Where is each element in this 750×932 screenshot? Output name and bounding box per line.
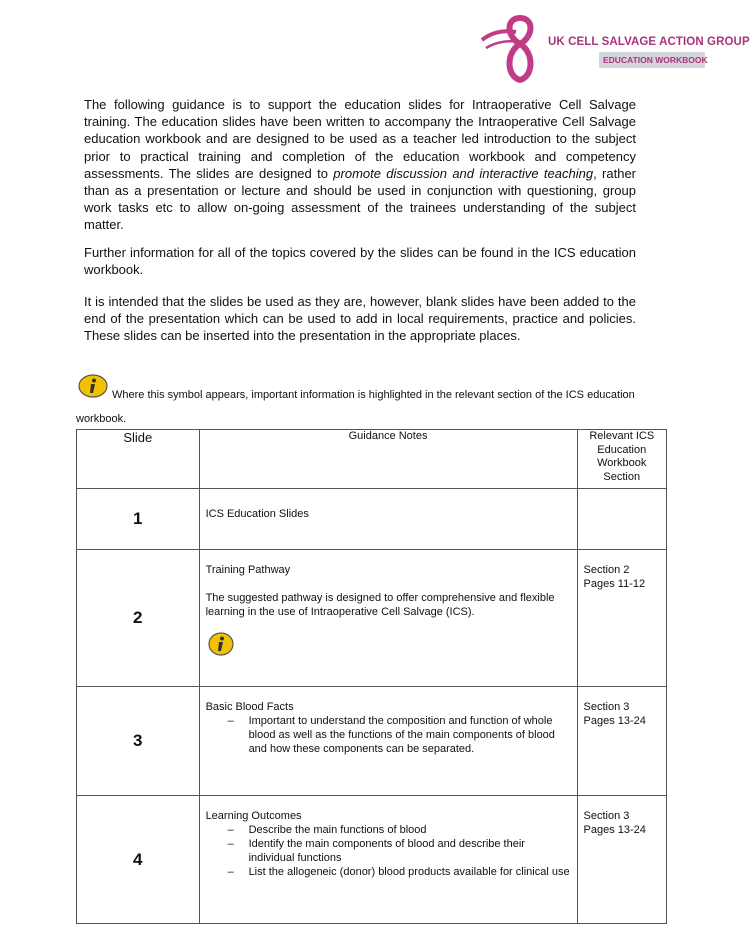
section-label: Section 2: [583, 564, 630, 576]
logo-subtitle: EDUCATION WORKBOOK: [603, 55, 708, 65]
slide-section: [577, 687, 666, 796]
logo-title: UK CELL SALVAGE ACTION GROUP: [548, 36, 750, 48]
bullet-item: – Identify the main components of blood and describe their individual functions: [206, 837, 571, 865]
slide-number: 1: [77, 489, 200, 550]
table-header-row: [77, 430, 667, 489]
section-pages: Pages 13-24: [583, 824, 646, 836]
slide-notes: [199, 550, 577, 687]
bullet-item: – List the allogeneic (donor) blood products available for clinical use: [206, 865, 571, 879]
bullet-item: – Important to understand the composition and function of whole blood as well as the functions of the main components of blood and how these components can be separated.: [206, 714, 571, 756]
header-relevant-section: Relevant ICS Education Workbook Section: [577, 430, 666, 489]
section-pages: Pages 11-12: [583, 578, 646, 590]
slide-section: [577, 550, 666, 687]
slide-notes: [199, 687, 577, 796]
slide-title: Basic Blood Facts: [205, 701, 294, 713]
table-row: [77, 687, 667, 796]
slide-title: ICS Education Slides: [205, 508, 309, 520]
slide-number: 3: [77, 687, 200, 796]
slide-number: 4: [77, 796, 200, 924]
bullet-item: – Describe the main functions of blood: [206, 823, 571, 837]
table-row: [77, 550, 667, 687]
info-icon: [76, 374, 108, 398]
header-guidance-notes: Guidance Notes: [199, 430, 577, 489]
section-label: Section 3: [583, 810, 630, 822]
slide-notes: [199, 489, 577, 550]
slide-title: Training Pathway: [205, 564, 291, 576]
info-icon: [207, 632, 235, 656]
info-note-text: Where this symbol appears, important information is highlighted in the relevant section of the ICS education workbook.: [76, 389, 635, 425]
slide-notes: [199, 796, 577, 924]
slide-number: 2: [77, 550, 200, 687]
intro-paragraph-1: [84, 96, 636, 234]
slide-description: The suggested pathway is designed to offer comprehensive and flexible learning in the use of Intraoperative Cell Salvage (ICS).: [205, 592, 555, 618]
header-slide: Slide: [77, 430, 200, 489]
guidance-table: [76, 429, 667, 924]
table-row: [77, 489, 667, 550]
slide-title: Learning Outcomes: [205, 810, 302, 822]
intro-p1-italic: promote discussion and interactive teaching: [333, 165, 594, 181]
bullet-list: [206, 823, 571, 879]
slide-section: [577, 489, 666, 550]
slide-section: [577, 796, 666, 924]
intro-paragraph-3: It is intended that the slides be used as they are, however, blank slides have been added to the end of the presentation which can be used to add in local requirements, practice and policies. These slides can be inserted into the presentation in the appropriate places.: [84, 294, 636, 344]
figure-eight-logo-icon: [476, 14, 556, 84]
table-row: [77, 796, 667, 924]
intro-paragraph-2: Further information for all of the topics covered by the slides can be found in the ICS education workbook.: [84, 245, 636, 278]
intro-p1-before: The following guidance is to support the education slides for Intraoperative Cell Salvage training. The education slides have been written to accompany the Intraoperative Cell Salvage education workbook and are designed to be used as a teacher led introduction to the subject prior to practical training and completion of the education workbook and competency assessments. The slides are designed to: [84, 97, 636, 181]
bullet-list: [206, 714, 571, 756]
info-symbol-note: [76, 374, 656, 425]
section-pages: Pages 13-24: [583, 715, 646, 727]
section-label: Section 3: [583, 701, 630, 713]
uk-cell-salvage-logo: [476, 14, 750, 84]
intro-p1-after: , rather than as a presentation or lecture and should be used in conjunction with questioning, group work tasks etc to allow on-going assessment of the trainees understanding of the subject matter.: [84, 165, 636, 233]
